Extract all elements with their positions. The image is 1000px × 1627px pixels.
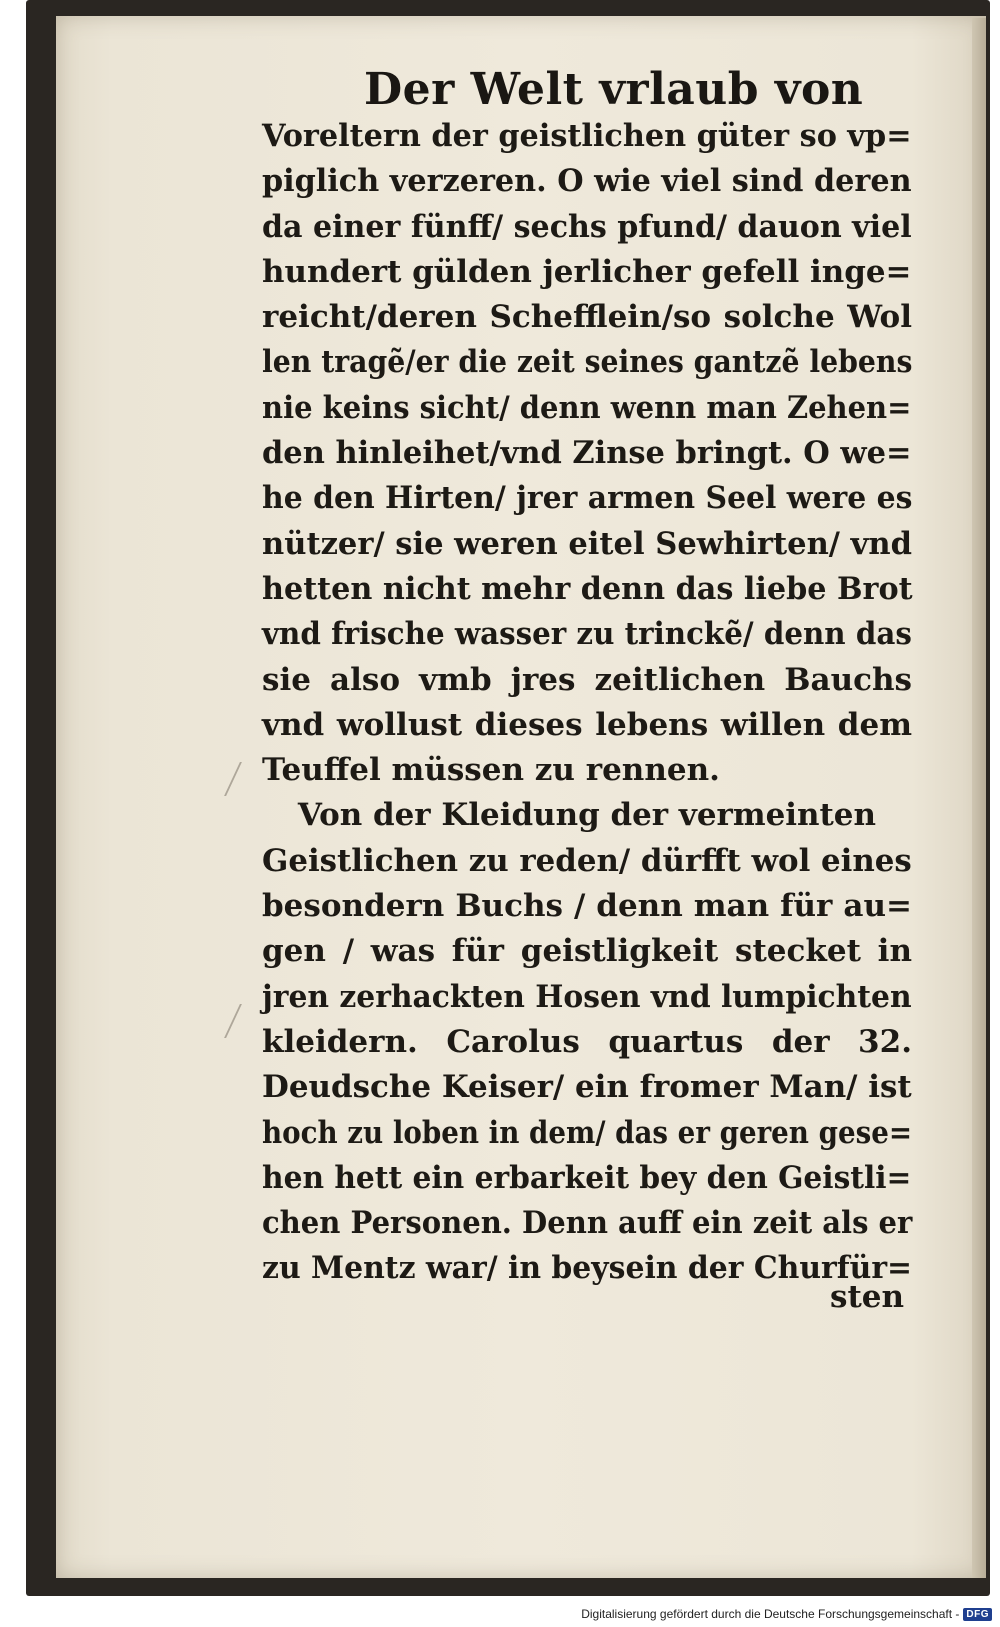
text-line: hetten nicht mehr denn das liebe Brot bbox=[262, 570, 913, 607]
text-line: Von der Kleidung der vermeinten bbox=[297, 797, 876, 834]
page-edge bbox=[972, 18, 986, 1578]
text-line: Voreltern der geistlichen güter so vp= bbox=[262, 118, 912, 154]
text-line: den hinleihet/vnd Zinse bringt. O we= bbox=[262, 435, 912, 472]
running-header: Der Welt vrlaub von bbox=[364, 64, 864, 115]
text-line: vnd frische wasser zu trinckẽ/ denn das bbox=[262, 616, 912, 653]
text-line: len tragẽ/er die zeit seines gantzẽ lebens bbox=[262, 344, 913, 381]
text-line: nie keins sicht/ denn wenn man Zehen= bbox=[262, 389, 912, 426]
text-line: da einer fünff/ sechs pfund/ dauon viel bbox=[262, 208, 912, 245]
page-text bbox=[262, 114, 912, 1292]
text-line: vnd wollust dieses lebens willen dem bbox=[262, 706, 912, 743]
text-line: zu Mentz war/ in beysein der Churfür= bbox=[262, 1250, 913, 1287]
text-line: gen / was für geistligkeit stecket in bbox=[262, 933, 912, 970]
text-line: nützer/ sie weren eitel Sewhirten/ vnd bbox=[262, 525, 912, 562]
catchword: sten bbox=[830, 1279, 905, 1315]
footer-text: Digitalisierung gefördert durch die Deutsche Forschungsgemeinschaft - bbox=[581, 1607, 960, 1621]
text-line: reicht/deren Schefflein/so solche Wol bbox=[262, 299, 912, 336]
text-line: hen hett ein erbarkeit bey den Geistli= bbox=[262, 1159, 912, 1196]
text-line: chen Personen. Denn auff ein zeit als er bbox=[262, 1205, 913, 1242]
text-line: kleidern. Carolus quartus der 32. bbox=[262, 1023, 912, 1060]
digitization-footer bbox=[560, 1605, 992, 1623]
text-line: hundert gülden jerlicher gefell inge= bbox=[262, 253, 912, 290]
text-line: piglich verzeren. O wie viel sind deren bbox=[262, 163, 912, 200]
dfg-logo: DFG bbox=[963, 1608, 992, 1621]
text-line: hoch zu loben in dem/ das er geren gese= bbox=[262, 1114, 913, 1151]
text-line: Geistlichen zu reden/ dürfft wol eines bbox=[262, 842, 912, 879]
text-line: besondern Buchs / denn man für au= bbox=[262, 888, 912, 925]
text-line: he den Hirten/ jrer armen Seel were es bbox=[262, 480, 913, 517]
text-line: jren zerhackten Hosen vnd lumpichten bbox=[262, 978, 912, 1015]
text-line: Deudsche Keiser/ ein fromer Man/ ist bbox=[262, 1069, 912, 1106]
text-line: Teuffel müssen zu rennen. bbox=[262, 752, 720, 789]
text-line: sie also vmb jres zeitlichen Bauchs bbox=[262, 661, 912, 698]
